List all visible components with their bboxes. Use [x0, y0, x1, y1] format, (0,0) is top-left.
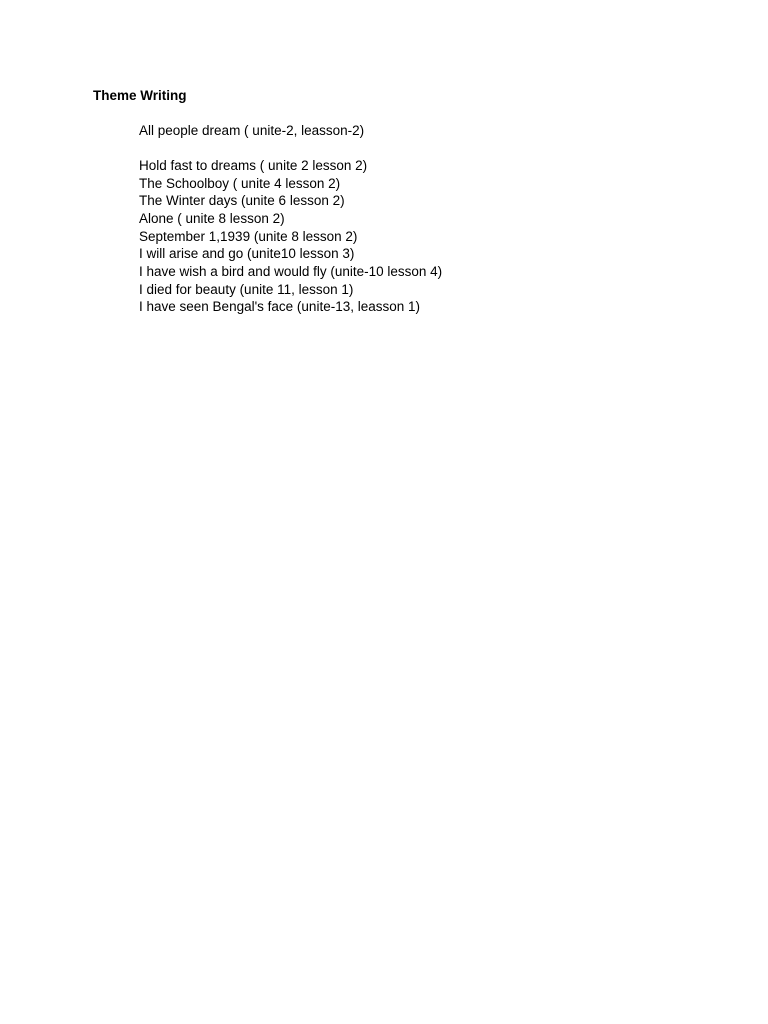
list-item-text: Alone ( unite 8 lesson 2)	[139, 211, 285, 226]
list-item-text: I died for beauty (unite 11, lesson 1)	[139, 282, 354, 297]
list-item-text: The Schoolboy ( unite 4 lesson 2)	[139, 176, 341, 191]
list-item-text: I have seen Bengal's face (unite-13, leasson 1)	[139, 299, 421, 314]
list-item-text: All people dream ( unite-2, leasson-2)	[139, 123, 365, 138]
list-item-text: I will arise and go (unite10 lesson 3)	[139, 246, 355, 261]
list-item-text: The Winter days (unite 6 lesson 2)	[139, 193, 345, 208]
list-item-text: September 1,1939 (unite 8 lesson 2)	[139, 229, 358, 244]
list-item-text: Hold fast to dreams ( unite 2 lesson 2)	[139, 158, 368, 173]
list-item-text: I have wish a bird and would fly (unite-10 lesson 4)	[139, 264, 443, 279]
document-title: Theme Writing	[93, 88, 187, 103]
